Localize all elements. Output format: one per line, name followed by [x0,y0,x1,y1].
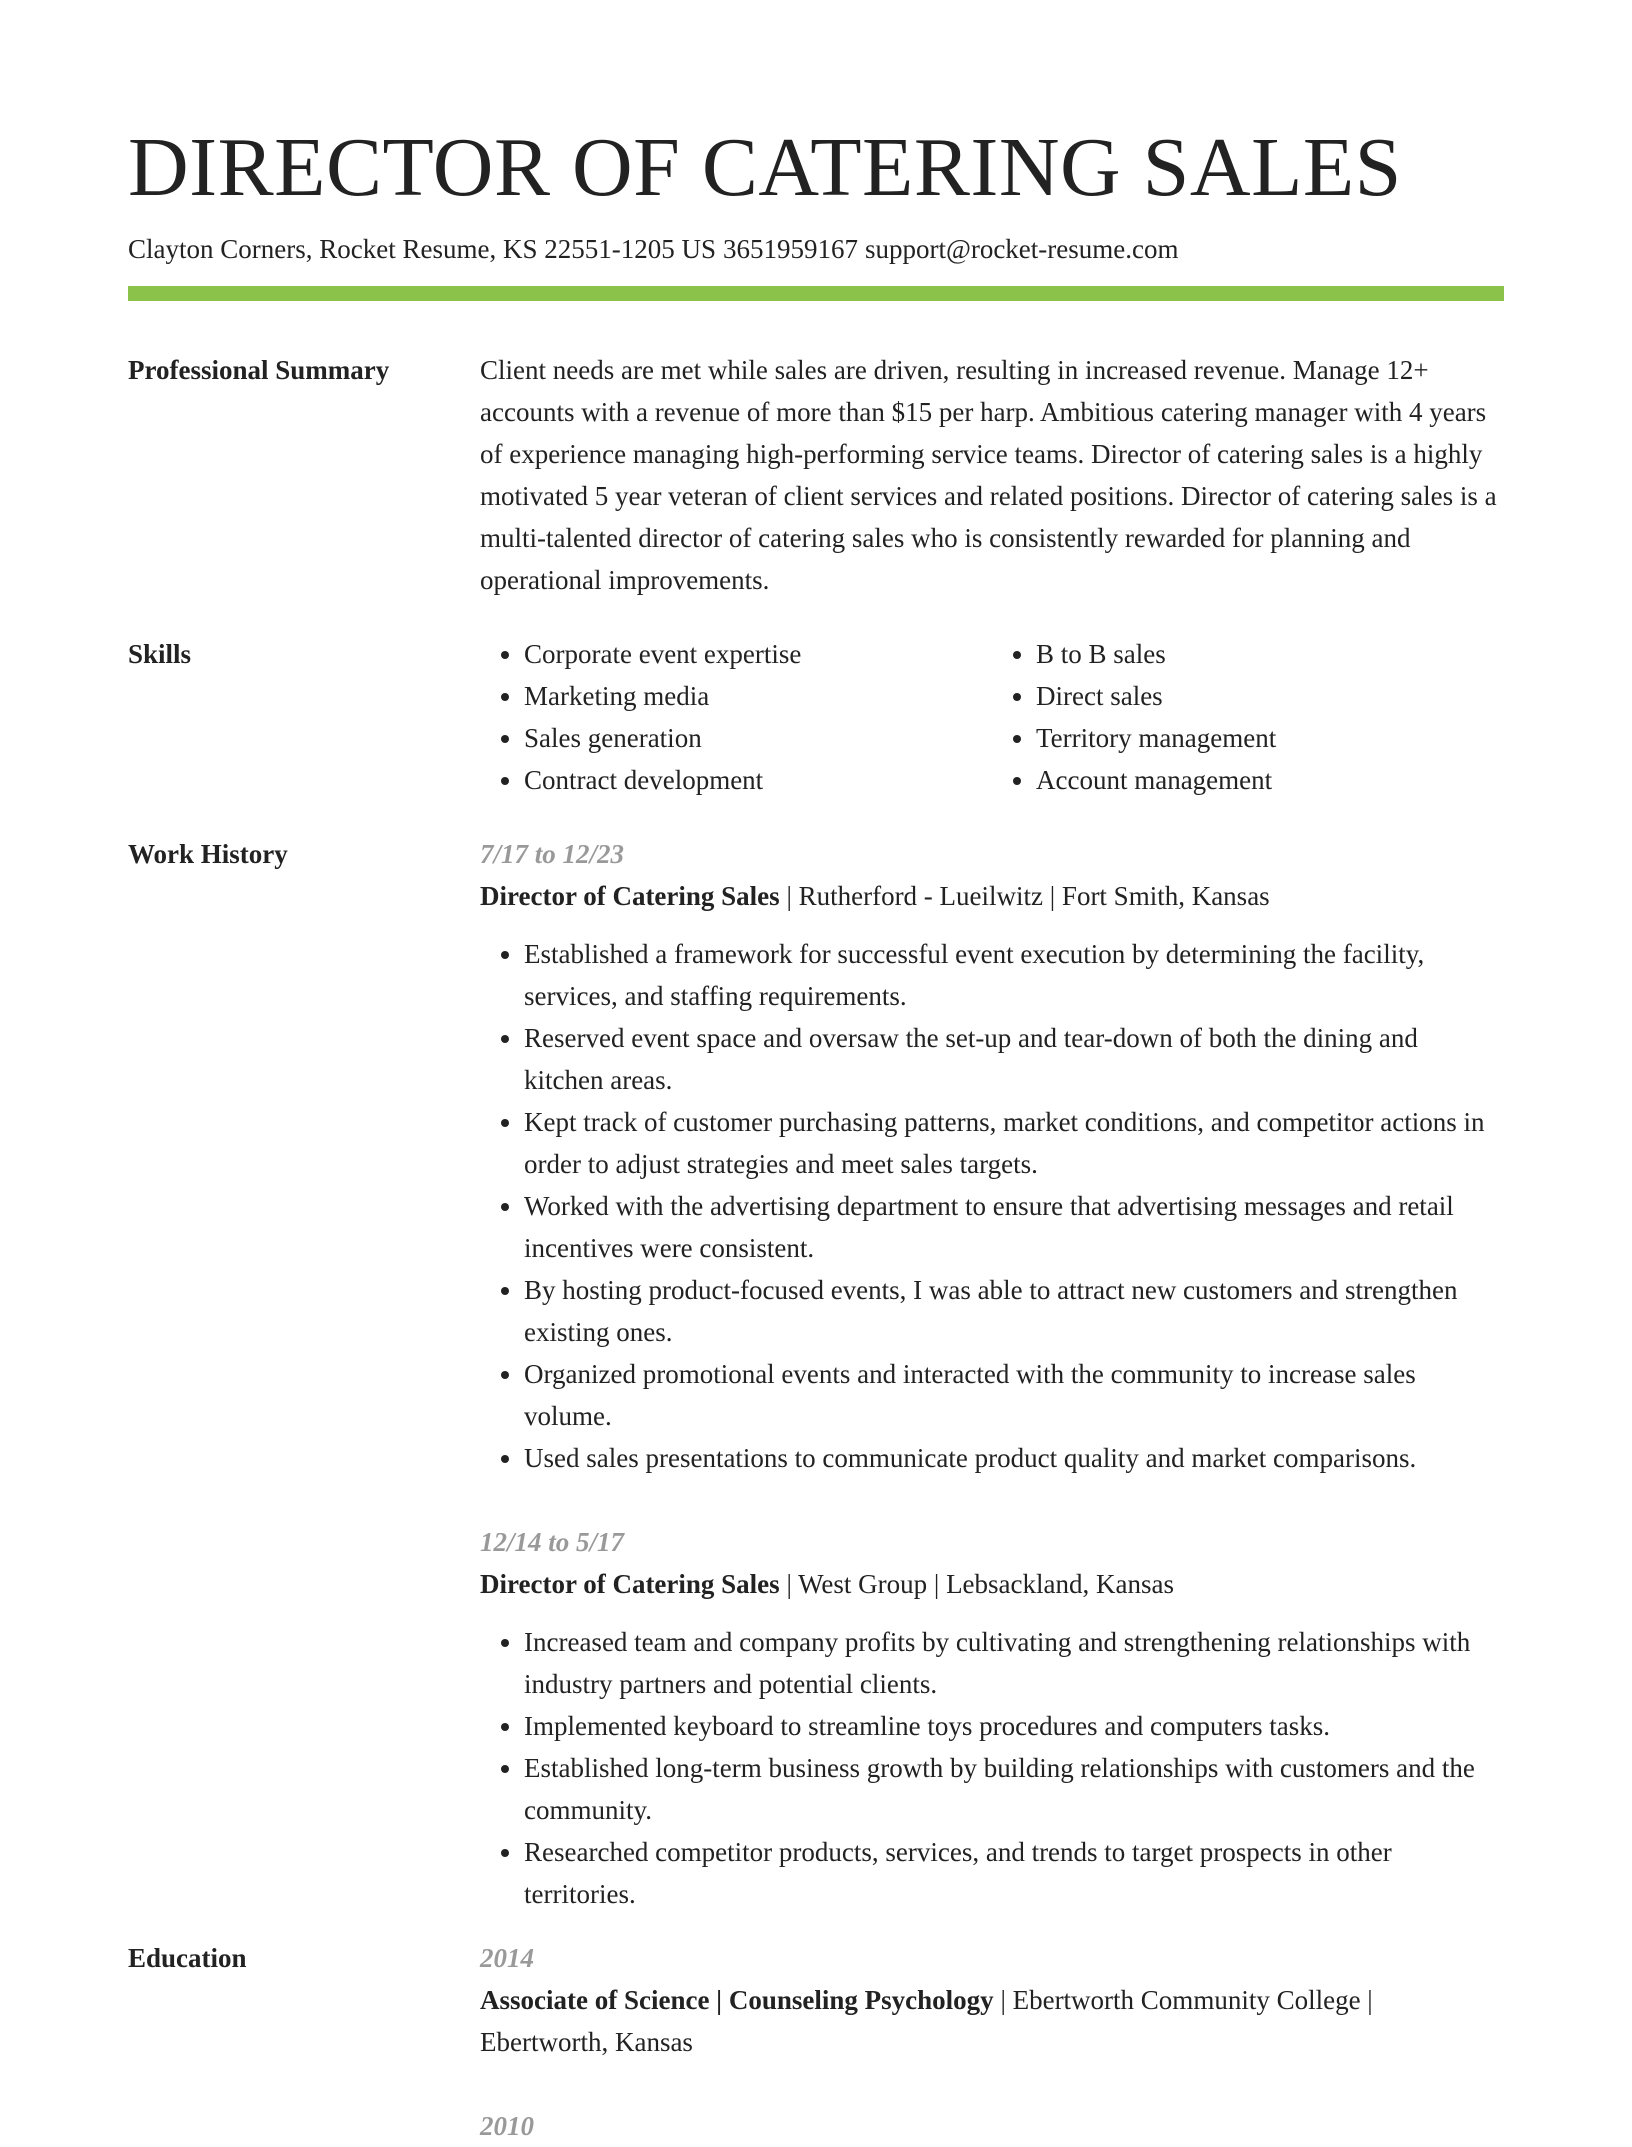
job-bullet: • Researched competitor products, services, and trends to target prospects in other territories. [524,1831,1504,1915]
skills-list-left [480,633,992,801]
contact-address: Clayton Corners, Rocket Resume, KS 22551-1205 US [128,234,716,264]
education-label: Education [128,1943,247,1973]
skills-grid [480,633,1504,801]
job-role-line [480,1563,1504,1605]
job-bullet: • Implemented keyboard to streamline toys procedures and computers tasks. [524,1705,1504,1747]
work-history-body [480,833,1504,1957]
job-dates: 7/17 to 12/23 [480,839,625,869]
work-history-label: Work History [128,839,288,869]
job-bullet: • Reserved event space and oversaw the set-up and tear-down of both the dining and kitchen areas. [524,1017,1504,1101]
skills-list-right [992,633,1504,801]
contact-phone: 3651959167 [722,234,858,264]
job-dates: 12/14 to 5/17 [480,1527,625,1557]
job-details: | Rutherford - Lueilwitz | Fort Smith, Kansas [779,881,1270,911]
skill-item: • Contract development [524,759,992,801]
job-title: Director of Catering Sales [480,1569,780,1599]
job-bullet: • Established a framework for successful event execution by determining the facility, services, and staffing requirements. [524,933,1504,1017]
skill-item: • Territory management [1036,717,1504,759]
education-year: 2014 [480,1943,534,1973]
summary-label: Professional Summary [128,355,390,385]
job-bullet: • Worked with the advertising department to ensure that advertising messages and retail incentives were consistent. [524,1185,1504,1269]
skill-item: • B to B sales [1036,633,1504,675]
job-bullet: • Kept track of customer purchasing patterns, market conditions, and competitor actions in order to adjust strategies and meet sales targets. [524,1101,1504,1185]
skills-label: Skills [128,639,192,669]
education-details: | Ebertworth Community College | Ebertworth, Kansas [480,1985,1373,2057]
skill-item: • Direct sales [1036,675,1504,717]
education-year-partial: 2010 [480,2111,534,2141]
education-degree-line [480,1979,1504,2063]
contact-email: support@rocket-resume.com [864,234,1179,264]
job-details: | West Group | Lebsackland, Kansas [779,1569,1174,1599]
job-bullets [480,1621,1504,1915]
job-bullets [480,933,1504,1479]
job-bullet: • Established long-term business growth by building relationships with customers and the community. [524,1747,1504,1831]
contact-line [128,232,1179,266]
skill-item: • Marketing media [524,675,992,717]
job-bullet: • Increased team and company profits by cultivating and strengthening relationships with industry partners and potential clients. [524,1621,1504,1705]
job-entry [480,1521,1504,1915]
resume-title: DIRECTOR OF CATERING SALES [128,121,1402,214]
job-bullet: • Organized promotional events and interacted with the community to increase sales volume. [524,1353,1504,1437]
education-body [480,1937,1504,2147]
skill-item: • Sales generation [524,717,992,759]
education-entry [480,1937,1504,2063]
header-divider [128,286,1504,301]
skill-item: • Account management [1036,759,1504,801]
education-degree: Associate of Science | Counseling Psychology [480,1985,994,2015]
job-bullet: • By hosting product-focused events, I was able to attract new customers and strengthen existing ones. [524,1269,1504,1353]
job-bullet: • Used sales presentations to communicate product quality and market comparisons. [524,1437,1504,1479]
summary-text: Client needs are met while sales are driven, resulting in increased revenue. Manage 12+ accounts with a revenue of more than $15 per harp. Ambitious catering manager with 4 years of experience managing high-performing service teams. Director of catering sales is a highly motivated 5 year veteran of client services and related positions. Director of catering sales is a multi-talented director of catering sales who is consistently rewarded for planning and operational improvements. [480,355,1497,595]
job-title: Director of Catering Sales [480,881,780,911]
job-entry [480,833,1504,1479]
job-role-line [480,875,1504,917]
skill-item: • Corporate event expertise [524,633,992,675]
